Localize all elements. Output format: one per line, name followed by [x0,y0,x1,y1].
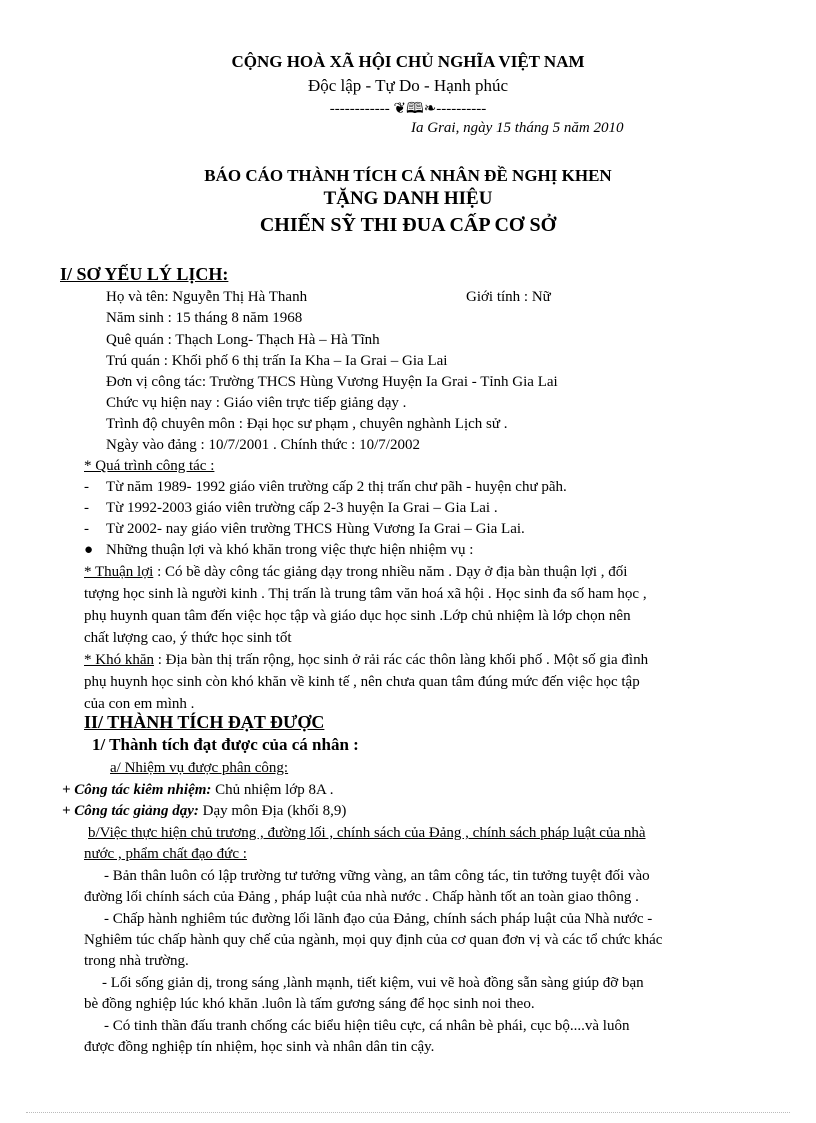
ornament-divider: ------------ ❦🕮❧---------- [329,101,487,117]
dash-marker: - [84,479,89,495]
report-title-line2: TẶNG DANH HIỆU [323,188,493,209]
gender-field: Giới tính : Nữ [466,289,551,305]
advantages-line [84,562,627,582]
paragraph-line: - Chấp hành nghiêm túc đường lối lãnh đạo của Đảng, chính sách pháp luật của Nhà nước - [104,911,653,927]
paragraph-line: được đồng nghiệp tín nhiệm, học sinh và nhân dân tin cậy. [84,1039,435,1055]
policy-label: nước , phẩm chất đạo đức : [84,846,247,862]
position-field: Chức vụ hiện nay : Giáo viên trực tiếp giảng dạy . [106,395,407,411]
bullet-icon: ● [84,542,94,558]
paragraph-line: Nghiêm túc chấp hành quy chế của ngành, mọi quy định của cơ quan đơn vị và các tổ chức khác [84,932,663,948]
dash-marker: - [84,500,89,516]
dash-marker: - [84,521,89,537]
bullet-item-text: Những thuận lợi và khó khăn trong việc thực hiện nhiệm vụ : [106,542,474,558]
policy-label: b/Việc thực hiện chủ trương , đường lối , chính sách của Đảng , chính sách pháp luật của nhà [88,825,646,841]
career-item-text: Từ 1992-2003 giáo viên trường cấp 2-3 huyện Ia Grai – Gia Lai . [106,500,498,516]
career-label: * Quá trình công tác : [84,458,215,474]
advantages-label: * Thuận lợi [84,564,154,580]
duty-concurrent [62,780,334,800]
difficulties-text: : Địa bàn thị trấn rộng, học sinh ở rải rác các thôn làng khối phố . Một số gia đình [154,652,649,668]
career-item [84,519,525,539]
duty-teaching-label: + Công tác giảng dạy: [62,803,199,819]
name-field: Họ và tên: Nguyễn Thị Hà Thanh [106,289,308,305]
section2-heading: II/ THÀNH TÍCH ĐẠT ĐƯỢC [84,712,325,732]
place-date: Ia Grai, ngày 15 tháng 5 năm 2010 [411,120,624,136]
residence-field: Trú quán : Khối phố 6 thị trấn Ia Kha – Ia Grai – Gia Lai [106,353,448,369]
difficulties-line [84,650,648,670]
paragraph-line: - Có tinh thần đấu tranh chống các biểu hiện tiêu cực, cá nhân bè phái, cục bộ....và luôn [104,1018,630,1034]
birth-field: Năm sinh : 15 tháng 8 năm 1968 [106,310,303,326]
hometown-field: Quê quán : Thạch Long- Thạch Hà – Hà Tĩnh [106,332,380,348]
party-field: Ngày vào đảng : 10/7/2001 . Chính thức : 10/7/2002 [106,437,420,453]
duty-teaching-value: Dạy môn Địa (khối 8,9) [198,803,347,819]
difficulties-line: của con em mình . [84,696,195,712]
report-title-line3: CHIẾN SỸ THI ĐUA CẤP CƠ SỞ [259,214,557,236]
advantages-text: : Có bề dày công tác giảng dạy trong nhiều năm . Dạy ở địa bàn thuận lợi , đối [153,564,628,580]
report-title-line1: BÁO CÁO THÀNH TÍCH CÁ NHÂN ĐỀ NGHỊ KHEN [204,166,612,185]
career-item [84,498,498,518]
page-bottom-divider [26,1112,790,1113]
advantages-line: chất lượng cao, ý thức học sinh tốt [84,630,292,646]
advantages-line: phụ huynh quan tâm đến việc học tập và giáo dục học sinh .Lớp chủ nhiệm là lớp chọn nên [84,608,631,624]
duty-teaching [62,801,346,821]
advantages-line: tượng học sinh là người kinh . Thị trấn là trung tâm văn hoá xã hội . Học sinh đa số ham học , [84,586,647,602]
workplace-field: Đơn vị công tác: Trường THCS Hùng Vương Huyện Ia Grai - Tỉnh Gia Lai [106,374,558,390]
paragraph-line: bè đồng nghiệp lúc khó khăn .luôn là tấm gương sáng để học sinh noi theo. [84,996,535,1012]
achievement-subheading: 1/ Thành tích đạt được của cá nhân : [92,735,359,754]
paragraph-line: đường lối chính sách của Đảng , pháp luật của nhà nước . Chấp hành tốt an toàn giao thông . [84,889,639,905]
duty-concurrent-label: + Công tác kiêm nhiệm: [62,782,212,798]
national-motto: Độc lập - Tự Do - Hạnh phúc [307,76,509,95]
difficulties-line: phụ huynh học sinh còn khó khăn về kinh tế , nên chưa quan tâm đúng mức đến việc học tập [84,674,640,690]
paragraph-line: trong nhà trường. [84,953,189,969]
paragraph-line: - Lối sống giản dị, trong sáng ,lành mạnh, tiết kiệm, vui vẽ hoà đồng sẵn sàng giúp đỡ bạn [102,975,644,991]
duty-label: a/ Nhiệm vụ được phân công: [110,760,289,776]
career-item-text: Từ năm 1989- 1992 giáo viên trường cấp 2 thị trấn chư pãh - huyện chư pãh. [106,479,567,495]
qualification-field: Trình độ chuyên môn : Đại học sư phạm , chuyên nghành Lịch sử . [106,416,508,432]
paragraph-line: - Bản thân luôn có lập trường tư tưởng vững vàng, an tâm công tác, tin tưởng tuyệt đối vào [104,868,650,884]
bullet-item [84,540,473,560]
career-item [84,477,567,497]
section1-heading: I/ SƠ YẾU LÝ LỊCH: [60,264,229,284]
difficulties-label: * Khó khăn [84,652,154,668]
national-title: CỘNG HOÀ XÃ HỘI CHỦ NGHĨA VIỆT NAM [231,52,585,71]
duty-concurrent-value: Chủ nhiệm lớp 8A . [211,782,334,798]
career-item-text: Từ 2002- nay giáo viên trường THCS Hùng Vương Ia Grai – Gia Lai. [106,521,525,537]
